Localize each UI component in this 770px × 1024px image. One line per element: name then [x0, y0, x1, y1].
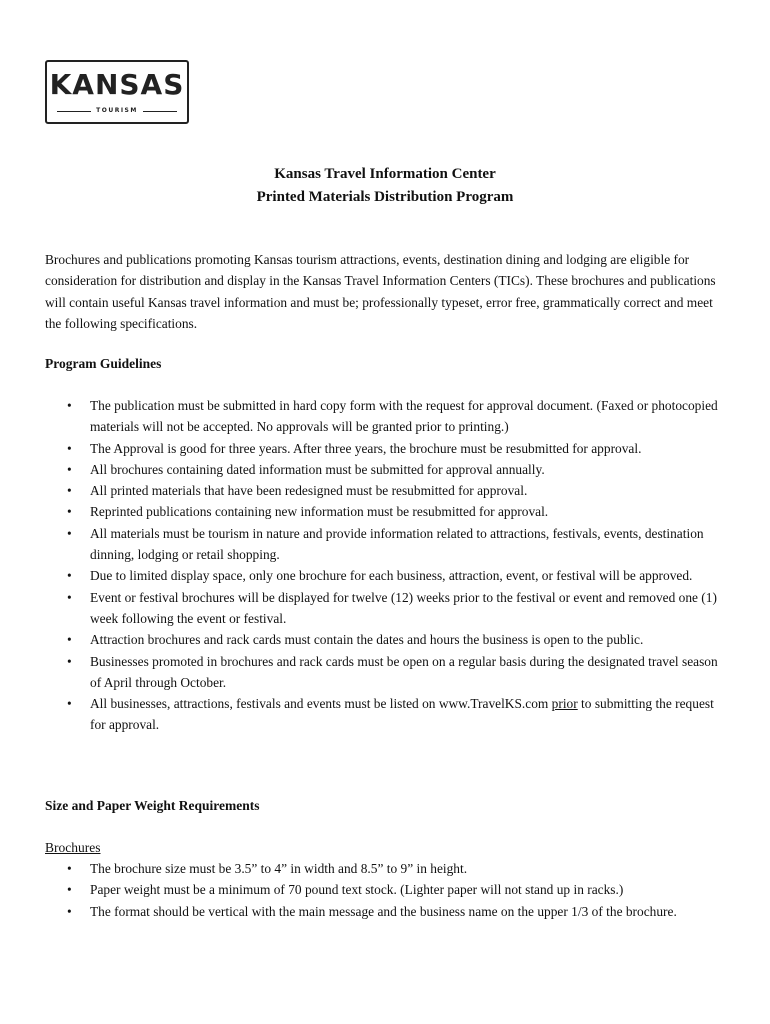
list-item-text: Attraction brochures and rack cards must contain the dates and hours the business is open to the public. — [90, 632, 644, 648]
bullet: • — [67, 882, 72, 898]
list-item — [45, 438, 730, 459]
logo-rule-left — [57, 111, 91, 112]
logo-rule-right — [143, 111, 177, 112]
document-subtitle: Printed Materials Distribution Program — [256, 189, 514, 205]
list-item — [45, 587, 730, 630]
underlined-word-prior: prior — [551, 696, 578, 712]
bullet: • — [67, 440, 72, 456]
list-item — [45, 459, 730, 480]
bullet: • — [67, 696, 72, 712]
bullet: • — [67, 589, 72, 605]
list-item — [45, 523, 730, 566]
list-item — [45, 565, 730, 586]
list-item — [45, 693, 730, 736]
list-item-text: Due to limited display space, only one brochure for each business, attraction, event, or festival will be approved. — [90, 568, 693, 584]
bullet: • — [67, 525, 72, 541]
list-item — [45, 480, 730, 501]
list-item-text: The brochure size must be 3.5” to 4” in width and 8.5” to 9” in height. — [90, 861, 468, 876]
list-item-text-before: All businesses, attractions, festivals and events must be listed on www.TravelKS.com — [90, 696, 552, 712]
list-item — [45, 858, 730, 879]
list-item-text: All materials must be tourism in nature and provide information related to attractions, festivals, events, destination dinning, lodging or retail shopping. — [90, 525, 704, 563]
list-item-text: Paper weight must be a minimum of 70 pound text stock. (Lighter paper will not stand up in racks.) — [90, 882, 624, 898]
bullet: • — [67, 632, 72, 648]
guidelines-list — [45, 395, 730, 736]
bullet: • — [67, 398, 72, 413]
bullet: • — [67, 568, 72, 584]
kansas-tourism-logo — [45, 60, 189, 124]
list-item — [45, 501, 730, 522]
program-guidelines-heading: Program Guidelines — [45, 356, 162, 371]
bullet: • — [67, 861, 72, 876]
bullet: • — [67, 653, 72, 669]
list-item-text: The Approval is good for three years. After three years, the brochure must be resubmitted for approval. — [90, 440, 642, 456]
list-item-text: The publication must be submitted in hard copy form with the request for approval document. (Faxed or photocopied materials will not be accepted. No approvals will be granted prior to printing.) — [90, 398, 718, 435]
brochures-list — [45, 858, 730, 922]
logo-wordmark: KANSAS — [49, 68, 185, 101]
logo-subline — [47, 107, 187, 115]
list-item-text: Event or festival brochures will be displayed for twelve (12) weeks prior to the festival or event and removed one (1) week following the event or festival. — [90, 589, 717, 626]
list-item-text: All printed materials that have been redesigned must be resubmitted for approval. — [90, 483, 528, 499]
intro-paragraph: Brochures and publications promoting Kansas tourism attractions, events, destination dining and lodging are eligible for consideration for distribution and display in the Kansas Travel Information Centers (TICs). These brochures and publications will contain useful Kansas travel information and must be; professionally typeset, error free, grammatically correct and meet the following specifications. — [45, 252, 716, 331]
document-title: Kansas Travel Information Center — [274, 166, 496, 182]
list-item — [45, 651, 730, 694]
list-item-text: Businesses promoted in brochures and rack cards must be open on a regular basis during the designated travel season of April through October. — [90, 653, 718, 690]
size-paper-weight-heading: Size and Paper Weight Requirements — [45, 798, 260, 813]
list-item-text-after: to submitting the request for approval. — [90, 696, 714, 733]
brochures-subheading: Brochures — [45, 840, 101, 855]
list-item-text: The format should be vertical with the main message and the business name on the upper 1/3 of the brochure. — [90, 903, 677, 919]
bullet: • — [67, 461, 72, 477]
list-item-text: All brochures containing dated information must be submitted for approval annually. — [90, 461, 545, 477]
logo-subtext: TOURISM — [96, 107, 138, 114]
list-item — [45, 395, 730, 438]
list-item — [45, 879, 730, 900]
list-item — [45, 901, 730, 922]
bullet: • — [67, 483, 72, 499]
list-item — [45, 629, 730, 650]
list-item-text: Reprinted publications containing new information must be resubmitted for approval. — [90, 504, 549, 520]
bullet: • — [67, 903, 72, 919]
bullet: • — [67, 504, 72, 520]
